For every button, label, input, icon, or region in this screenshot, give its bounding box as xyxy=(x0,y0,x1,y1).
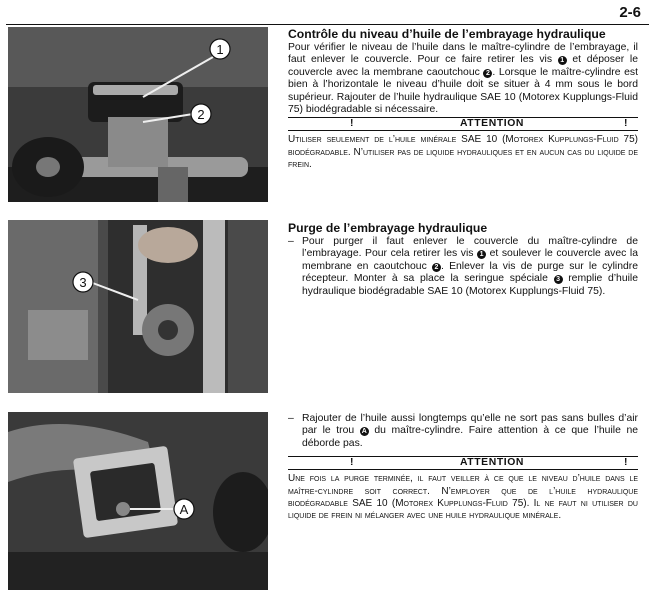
section-clutch-bleeding xyxy=(288,221,638,298)
marker-1-icon: 1 xyxy=(558,56,567,65)
list-item: – Rajouter de l’huile aussi longtemps qu’elle ne sort pas sans bulles d’air par le trou A du maître-cylindre. Faire attention à ce que l’huile ne déborde pas. xyxy=(288,413,638,449)
photo-clutch-bleeding xyxy=(8,220,268,393)
attention-banner: ! ATTENTION ! xyxy=(288,117,638,131)
photo-callout-3: 3 xyxy=(79,275,87,290)
section-paragraph: Pour vérifier le niveau de l’huile dans le maître-cylindre de l’embrayage, il faut enlever le couvercle. Pour ce faire retirer les vis 1 et déposer le couvercle avec la membrane caoutchouc 2 . Lorsque le maître-cylindre est bien à l’horizontale le niveau d’huile doit se situer à 4 mm sous le bord supérieur. Rajouter de l’huile hydraulique SAE 10 (Motorex Kupplungs-Fluid 75) biodégradable si nécessaire. xyxy=(288,42,638,116)
section-oil-level-check xyxy=(288,27,638,172)
photo-callout-1: 1 xyxy=(216,42,224,57)
header-rule xyxy=(6,24,649,25)
page-number: 2-6 xyxy=(619,4,641,21)
list-item: – Pour purger il faut enlever le couvercle du maître-cylindre de l’embrayage. Pour cela retirer les vis 1 et soulever le couvercle avec la membrane en caoutchouc 2 . Enlever la vis de purge sur le cylindre récepteur. Monter à sa place la seringue spéciale 3 remplie d’huile hydraulique biodégradable SAE 10 (Motorex Kupplungs-Fluid 75). xyxy=(288,236,639,297)
section-refill xyxy=(288,413,638,523)
photo-master-cylinder-open xyxy=(8,412,268,590)
marker-A-icon: A xyxy=(361,428,367,436)
marker-2-icon: 2 xyxy=(432,263,441,272)
attention-banner: ! ATTENTION ! xyxy=(288,456,638,470)
photo-callout-A: A xyxy=(179,502,189,517)
warning-text: Une fois la purge terminée, il faut veiller à ce que le niveau d’huile dans le maître-cylindre soit correct. N’employer que de l’huile hydraulique biodégradable SAE 10 (Motorex Kupplungs-Fluid 75). Il ne faut ni utiliser du liquide de frein ni mélanger avec une huile hydraulique minérale. xyxy=(288,473,638,522)
warning-text: Utiliser seulement de l’huile minérale SAE 10 (Motorex Kupplungs-Fluid 75) biodégradable. N’utiliser pas de liquide hydrauliques et en aucun cas du liquide de frein. xyxy=(288,134,638,171)
marker-1-icon: 1 xyxy=(477,250,486,259)
marker-2-icon: 2 xyxy=(483,69,492,78)
photo-callout-2: 2 xyxy=(197,107,205,122)
section-heading: Purge de l’embrayage hydraulique xyxy=(288,221,488,235)
marker-3-icon: 3 xyxy=(554,275,563,284)
photo-clutch-master-cylinder xyxy=(8,27,268,202)
section-heading: Contrôle du niveau d’huile de l’embrayage hydraulique xyxy=(288,27,606,41)
